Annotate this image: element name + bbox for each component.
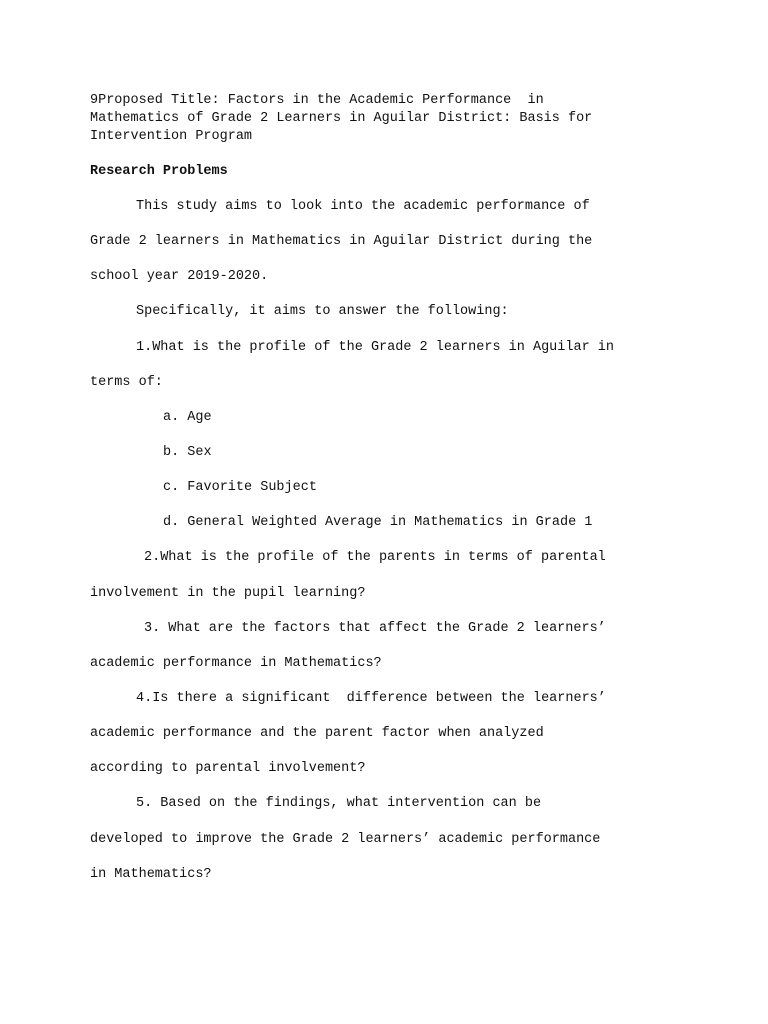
question-4-line-2: academic performance and the parent factor when analyzed [90,726,544,741]
question-4-line-3: according to parental involvement? [90,761,366,776]
section-heading: Research Problems [90,164,228,179]
question-4-line-1: 4.Is there a significant difference between the learners’ [136,691,606,706]
question-3-line-2: academic performance in Mathematics? [90,656,382,671]
intro-line-2: Grade 2 learners in Mathematics in Aguilar District during the [90,234,593,249]
question-5-line-1: 5. Based on the findings, what intervention can be [136,796,542,811]
list-item-gwa: d. General Weighted Average in Mathematics in Grade 1 [163,515,593,530]
list-item-sex: b. Sex [163,445,212,460]
intro-line-3: school year 2019-2020. [90,269,269,284]
list-item-favorite-subject: c. Favorite Subject [163,480,317,495]
question-1-line-2: terms of: [90,375,163,390]
title-line-3: Intervention Program [90,129,253,144]
list-item-age: a. Age [163,410,212,425]
question-3-line-1: 3. What are the factors that affect the Grade 2 learners’ [144,621,606,636]
question-5-line-3: in Mathematics? [90,867,212,882]
question-5-line-2: developed to improve the Grade 2 learners’ academic performance [90,832,601,847]
intro-line-1: This study aims to look into the academic performance of [136,199,590,214]
question-2-line-1: 2.What is the profile of the parents in terms of parental [144,550,606,565]
title-line-2: Mathematics of Grade 2 Learners in Aguilar District: Basis for [90,111,593,126]
question-1-line-1: 1.What is the profile of the Grade 2 learners in Aguilar in [136,340,614,355]
question-2-line-2: involvement in the pupil learning? [90,586,366,601]
specifically-line: Specifically, it aims to answer the following: [136,304,509,319]
title-line-1: 9Proposed Title: Factors in the Academic Performance in [90,93,544,108]
